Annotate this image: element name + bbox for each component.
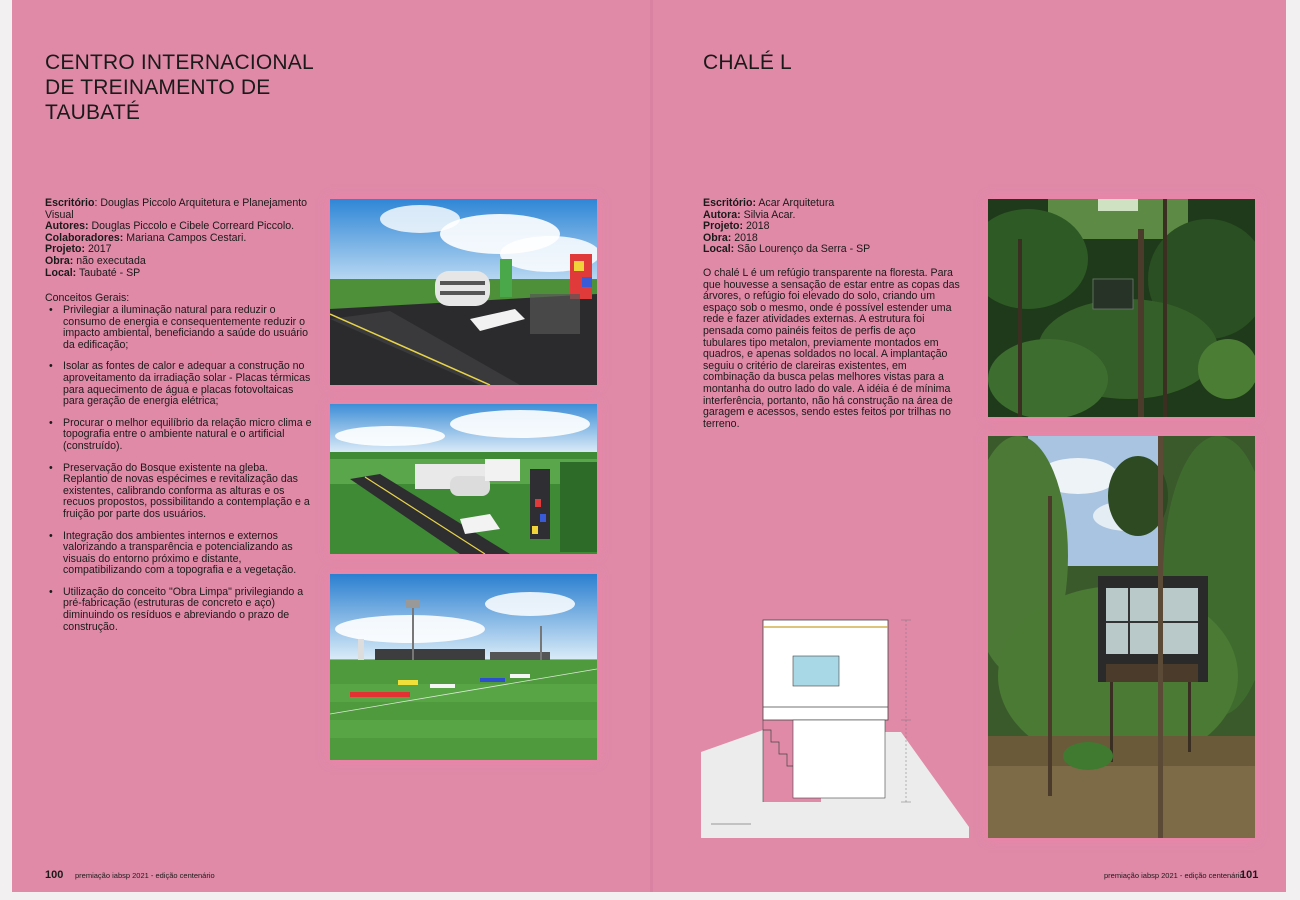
footer-right: premiação iabsp 2021 - edição centenário	[1104, 871, 1244, 880]
render-sports-field	[330, 574, 597, 760]
page-number-left: 100	[45, 869, 64, 881]
left-page	[12, 0, 653, 892]
meta-authors: Autores: Douglas Piccolo e Cibele Correard Piccolo.	[45, 220, 295, 233]
section-drawing	[701, 612, 969, 838]
project-description: O chalé L é um refúgio transparente na floresta. Para que houvesse a sensação de estar entre as copas das árvores, o refúgio foi elevado do solo, criando um espaço sob o mesmo, onde é possível estender uma rede e fazer atividades externas. A estrutura foi pensada como painéis feitos de perfis de aço tubulares tipo metalon, previamente montados em quadros, e apenas soldados no local. A implantação seguiu o critério de clareiras existentes, em combinação da busca pelas melhores vistas para a montanha do outro lado do vale. A idéia é de mínima interferência, portanto, não há construção na área de garagem e acessos, sendo estes feitos por trilhas no terreno.	[703, 267, 960, 430]
page-number-right: 101	[1240, 869, 1259, 881]
meta-author: Autora: Silvia Acar.	[703, 208, 796, 221]
right-page-title: CHALÉ L	[703, 51, 792, 74]
left-page-title: CENTRO INTERNACIONAL DE TREINAMENTO DE TAUBATÉ	[45, 51, 314, 124]
photo-chalet-in-forest	[988, 436, 1255, 838]
render-aerial-building	[330, 199, 597, 385]
meta-collaborators: Colaboradores: Mariana Campos Cestari.	[45, 231, 247, 244]
concepts-heading: Conceitos Gerais:	[45, 292, 130, 304]
meta-office: Escritório: Douglas Piccolo Arquitetura e Planejamento Visual	[45, 197, 308, 221]
render-campus-overview	[330, 404, 597, 554]
meta-project-year: Projeto: 2017	[45, 243, 112, 256]
meta-project-year: Projeto: 2018	[703, 220, 770, 233]
meta-location: Local: São Lourenço da Serra - SP	[703, 243, 871, 256]
list-item: • Integração dos ambientes internos e externos valorizando a transparência e potencializando as visuais do entorno próximo e distante, compatibilizando com a topografia e a vegetação.	[45, 531, 313, 577]
meta-construction: Obra: não executada	[45, 254, 146, 267]
footer-left: premiação iabsp 2021 - edição centenário	[75, 871, 215, 880]
left-project-meta	[45, 198, 313, 279]
concepts-list	[45, 305, 313, 643]
list-item: • Procurar o melhor equilíbrio da relação micro clima e topografia entre o ambiente natural e o artificial (construído).	[45, 418, 313, 453]
right-project-meta	[703, 198, 968, 256]
meta-location: Local: Taubaté - SP	[45, 266, 141, 279]
list-item: • Utilização do conceito "Obra Limpa" privilegiando a pré-fabricação (estruturas de concreto e aço) diminuindo os resíduos e abreviando o prazo de construção.	[45, 587, 313, 633]
meta-office: Escritório: Acar Arquitetura	[703, 197, 835, 209]
photo-forest-canopy	[988, 199, 1255, 417]
meta-construction-year: Obra: 2018	[703, 231, 758, 244]
right-page	[653, 0, 1286, 892]
list-item: • Privilegiar a iluminação natural para reduzir o consumo de energia e consequentemente reduzir o impacto ambiental, beneficiando a saúde do usuário da edificação;	[45, 305, 313, 351]
list-item: • Isolar as fontes de calor e adequar a construção no aproveitamento da irradiação solar - Placas térmicas para aquecimento de água e placas fotovoltaicas para geração de energia elétrica;	[45, 361, 313, 407]
list-item: • Preservação do Bosque existente na gleba. Replantio de novas espécimes e revitalização das existentes, calibrando conforma as alturas e os recuos propostos, possibilitando a contemplação e a fruição por parte dos usuários.	[45, 463, 313, 521]
